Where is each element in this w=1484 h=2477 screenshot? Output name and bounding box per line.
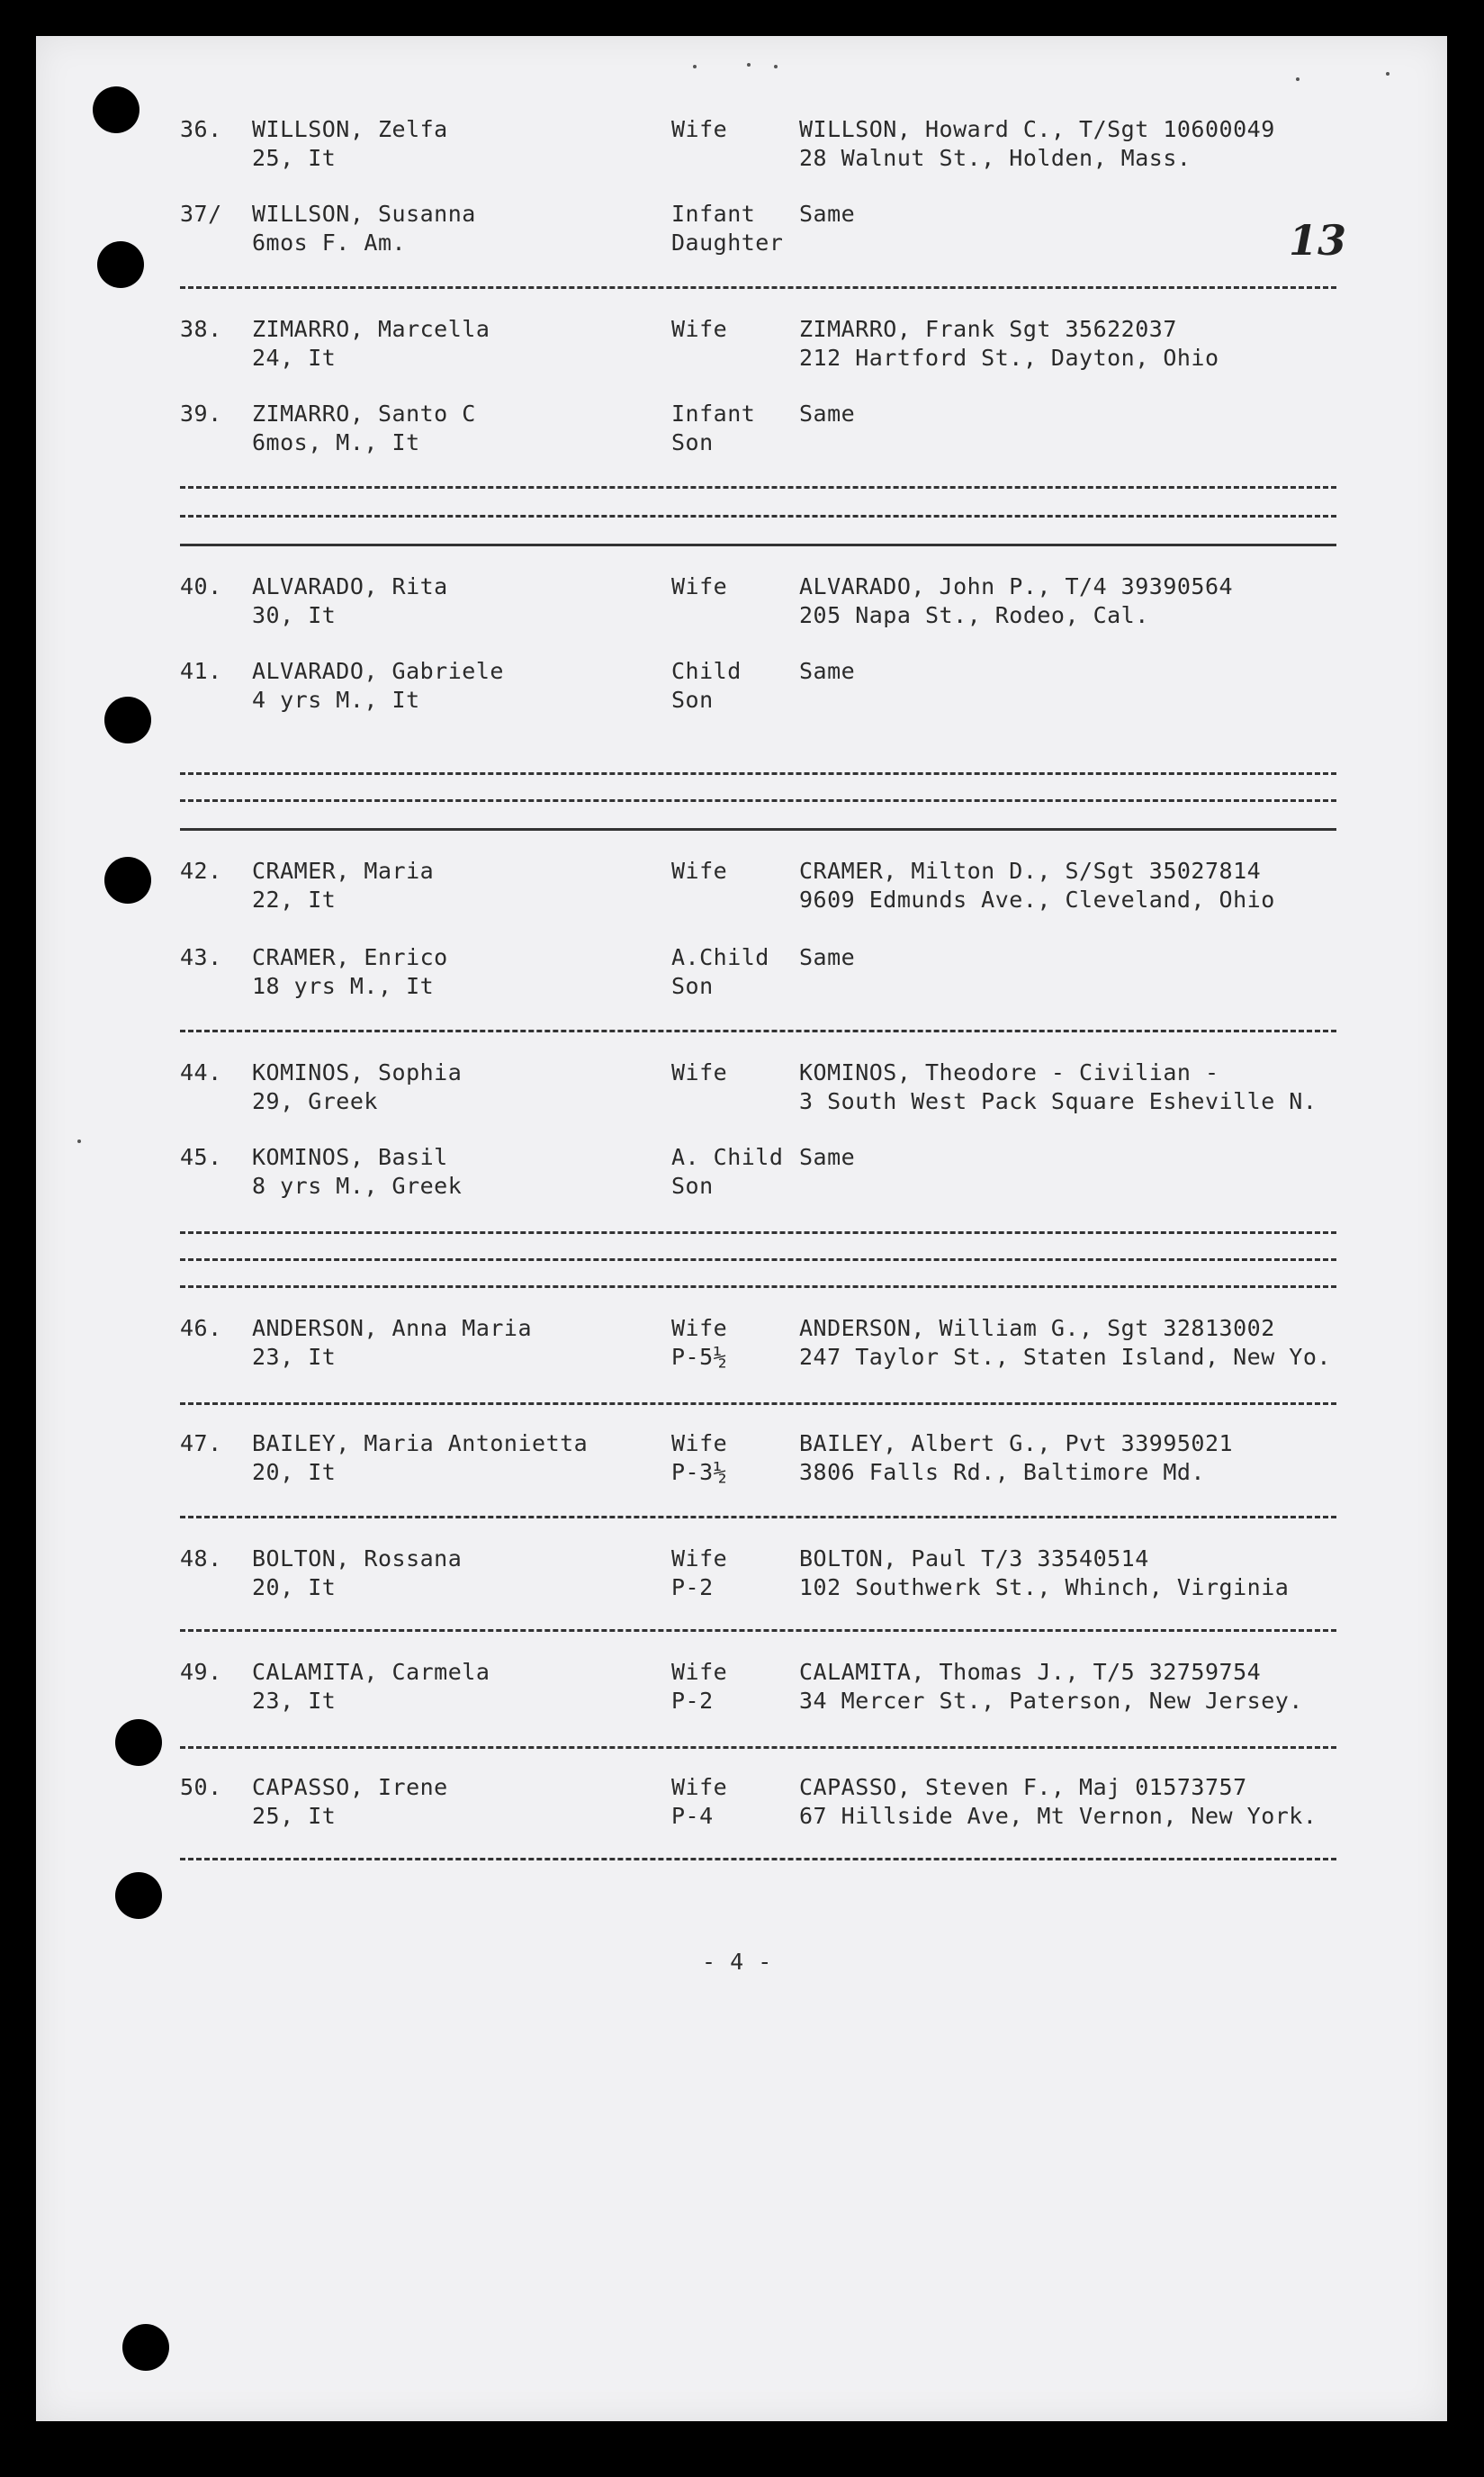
entry-relationship-detail: P-2 <box>671 1688 714 1714</box>
entry-sponsor: ANDERSON, William G., Sgt 32813002 <box>799 1315 1275 1341</box>
page-number: - 4 - <box>702 1949 772 1975</box>
entry-number: 43. <box>180 944 222 970</box>
entry-name: ALVARADO, Gabriele <box>252 658 504 684</box>
entry-number: 36. <box>180 116 222 142</box>
entry-relationship: Wife <box>671 1659 728 1685</box>
entry-relationship: Infant <box>671 401 756 427</box>
document-page <box>36 36 1447 2421</box>
entry-number: 39. <box>180 401 222 427</box>
separator-dashed <box>180 1858 1336 1860</box>
separator-dashed <box>180 1258 1336 1261</box>
entry-age-nationality: 25, It <box>252 145 337 171</box>
entry-relationship: Wife <box>671 1315 728 1341</box>
entry-age-nationality: 20, It <box>252 1574 337 1600</box>
entry-relationship: A.Child <box>671 944 769 970</box>
separator-dashed <box>180 515 1336 518</box>
entry-relationship-detail: Son <box>671 429 714 455</box>
entry-age-nationality: 23, It <box>252 1688 337 1714</box>
entry-relationship-detail: Son <box>671 687 714 713</box>
separator-dashed <box>180 486 1336 489</box>
entry-relationship: Wife <box>671 1430 728 1456</box>
entry-age-nationality: 4 yrs M., It <box>252 687 420 713</box>
entry-age-nationality: 6mos, M., It <box>252 429 420 455</box>
paper-speck <box>1386 72 1390 76</box>
entry-relationship: Wife <box>671 1545 728 1572</box>
entry-age-nationality: 6mos F. Am. <box>252 230 407 256</box>
entry-number: 44. <box>180 1059 222 1085</box>
entry-sponsor: BOLTON, Paul T/3 33540514 <box>799 1545 1149 1572</box>
separator-dashed <box>180 1746 1336 1749</box>
entry-name: CRAMER, Enrico <box>252 944 448 970</box>
entry-sponsor-address: 28 Walnut St., Holden, Mass. <box>799 145 1192 171</box>
entry-relationship: Wife <box>671 1774 728 1800</box>
binder-hole <box>115 1719 162 1766</box>
entry-relationship-detail: Son <box>671 1173 714 1199</box>
entry-age-nationality: 24, It <box>252 345 337 371</box>
entry-age-nationality: 30, It <box>252 602 337 628</box>
entry-sponsor-address: 247 Taylor St., Staten Island, New Yo. <box>799 1344 1331 1370</box>
entry-name: CAPASSO, Irene <box>252 1774 448 1800</box>
entry-sponsor: BAILEY, Albert G., Pvt 33995021 <box>799 1430 1234 1456</box>
entry-number: 50. <box>180 1774 222 1800</box>
entry-name: ALVARADO, Rita <box>252 573 448 599</box>
entry-relationship-detail: Daughter <box>671 230 784 256</box>
entry-name: BOLTON, Rossana <box>252 1545 463 1572</box>
entry-number: 49. <box>180 1659 222 1685</box>
entry-number: 42. <box>180 858 222 884</box>
entry-sponsor-address: 102 Southwerk St., Whinch, Virginia <box>799 1574 1290 1600</box>
paper-speck <box>1296 77 1300 81</box>
entry-sponsor: CAPASSO, Steven F., Maj 01573757 <box>799 1774 1247 1800</box>
entry-age-nationality: 23, It <box>252 1344 337 1370</box>
separator-solid <box>180 544 1336 546</box>
entry-name: KOMINOS, Basil <box>252 1144 448 1170</box>
entry-relationship: A. Child <box>671 1144 784 1170</box>
separator-dashed <box>180 772 1336 775</box>
entry-number: 47. <box>180 1430 222 1456</box>
entry-relationship: Wife <box>671 116 728 142</box>
entry-relationship: Wife <box>671 316 728 342</box>
entry-number: 46. <box>180 1315 222 1341</box>
entry-sponsor: Same <box>799 658 856 684</box>
separator-dashed <box>180 1285 1336 1288</box>
entry-sponsor: ZIMARRO, Frank Sgt 35622037 <box>799 316 1177 342</box>
entry-name: CRAMER, Maria <box>252 858 435 884</box>
entry-relationship-detail: P-2 <box>671 1574 714 1600</box>
entry-number: 38. <box>180 316 222 342</box>
entry-relationship-detail: Son <box>671 973 714 999</box>
separator-solid <box>180 828 1336 831</box>
entry-sponsor-address: 3 South West Pack Square Esheville N. <box>799 1088 1318 1114</box>
entry-age-nationality: 18 yrs M., It <box>252 973 435 999</box>
paper-speck <box>77 1139 81 1143</box>
entry-number: 48. <box>180 1545 222 1572</box>
separator-dashed <box>180 1516 1336 1518</box>
paper-speck <box>747 63 751 67</box>
entry-sponsor: Same <box>799 1144 856 1170</box>
entry-sponsor: Same <box>799 401 856 427</box>
entry-name: BAILEY, Maria Antonietta <box>252 1430 589 1456</box>
entry-relationship: Wife <box>671 1059 728 1085</box>
entry-sponsor-address: 9609 Edmunds Ave., Cleveland, Ohio <box>799 887 1275 913</box>
entry-sponsor-address: 205 Napa St., Rodeo, Cal. <box>799 602 1149 628</box>
paper-speck <box>693 65 697 68</box>
entry-relationship: Child <box>671 658 742 684</box>
entry-sponsor: WILLSON, Howard C., T/Sgt 10600049 <box>799 116 1275 142</box>
entry-sponsor: Same <box>799 201 856 227</box>
entry-sponsor-address: 67 Hillside Ave, Mt Vernon, New York. <box>799 1803 1318 1829</box>
entry-sponsor: CRAMER, Milton D., S/Sgt 35027814 <box>799 858 1262 884</box>
entry-number: 37/ <box>180 201 222 227</box>
separator-dashed <box>180 799 1336 802</box>
separator-dashed <box>180 1030 1336 1032</box>
entry-age-nationality: 20, It <box>252 1459 337 1485</box>
entry-sponsor: CALAMITA, Thomas J., T/5 32759754 <box>799 1659 1262 1685</box>
entry-sponsor: Same <box>799 944 856 970</box>
binder-hole <box>122 2324 169 2371</box>
entry-relationship-detail: P-5½ <box>671 1344 728 1370</box>
entry-name: ZIMARRO, Marcella <box>252 316 490 342</box>
separator-dashed <box>180 286 1336 289</box>
separator-dashed <box>180 1231 1336 1234</box>
entry-sponsor-address: 3806 Falls Rd., Baltimore Md. <box>799 1459 1205 1485</box>
binder-hole <box>104 697 151 743</box>
entry-age-nationality: 29, Greek <box>252 1088 378 1114</box>
binder-hole <box>115 1872 162 1919</box>
entry-age-nationality: 8 yrs M., Greek <box>252 1173 463 1199</box>
entry-number: 40. <box>180 573 222 599</box>
entry-sponsor-address: 212 Hartford St., Dayton, Ohio <box>799 345 1219 371</box>
binder-hole <box>97 241 144 288</box>
separator-dashed <box>180 1629 1336 1632</box>
entry-sponsor: ALVARADO, John P., T/4 39390564 <box>799 573 1234 599</box>
separator-dashed <box>180 1402 1336 1405</box>
sheet-number: 13 <box>1289 216 1347 265</box>
entry-number: 45. <box>180 1144 222 1170</box>
entry-number: 41. <box>180 658 222 684</box>
entry-age-nationality: 22, It <box>252 887 337 913</box>
entry-age-nationality: 25, It <box>252 1803 337 1829</box>
entry-name: ANDERSON, Anna Maria <box>252 1315 533 1341</box>
binder-hole <box>104 857 151 904</box>
entry-name: ZIMARRO, Santo C <box>252 401 476 427</box>
entry-relationship: Wife <box>671 573 728 599</box>
entry-sponsor: KOMINOS, Theodore - Civilian - <box>799 1059 1219 1085</box>
entry-name: KOMINOS, Sophia <box>252 1059 463 1085</box>
entry-name: WILLSON, Susanna <box>252 201 476 227</box>
entry-sponsor-address: 34 Mercer St., Paterson, New Jersey. <box>799 1688 1303 1714</box>
binder-hole <box>93 86 139 133</box>
entry-relationship-detail: P-4 <box>671 1803 714 1829</box>
entry-relationship: Wife <box>671 858 728 884</box>
entry-relationship-detail: P-3½ <box>671 1459 728 1485</box>
entry-name: WILLSON, Zelfa <box>252 116 448 142</box>
paper-speck <box>774 65 778 68</box>
entry-name: CALAMITA, Carmela <box>252 1659 490 1685</box>
entry-relationship: Infant <box>671 201 756 227</box>
